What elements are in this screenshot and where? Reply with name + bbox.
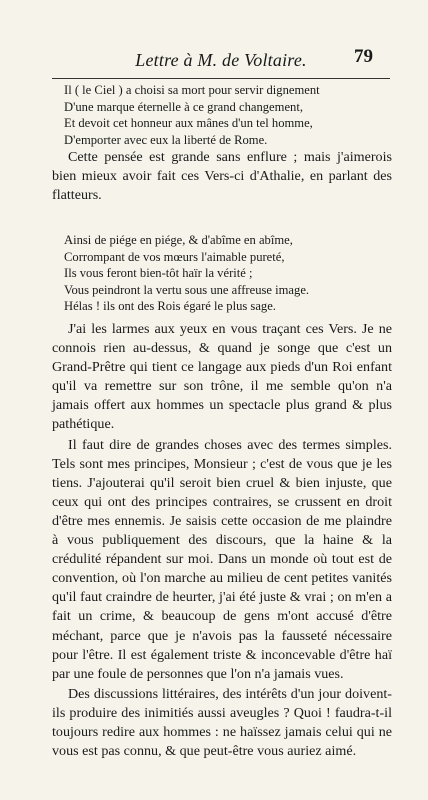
verse-line: D'une marque éternelle à ce grand changement, — [64, 99, 303, 114]
running-title: Lettre à M. de Voltaire. — [135, 50, 307, 70]
verse-line: D'emporter avec eux la liberté de Rome. — [64, 132, 268, 147]
verse-line: Il ( le Ciel ) a choisi sa mort pour servir dignement — [64, 83, 320, 97]
page-number: 79 — [354, 46, 373, 67]
paragraph: Des discussions littéraires, des intérêts d'un jour doivent-ils produire des inimitiés aussi aveugles ? Quoi ! faudra-t-il toujours redire aux hommes : ne haïssez jamais celui qui ne vous est pas connu, & que peut-être vous auriez aimé. — [52, 685, 392, 760]
verse-quote-athalie — [64, 232, 309, 315]
body-text — [52, 320, 392, 761]
verse-line: Vous peindront la vertu sous une affreuse image. — [64, 282, 310, 297]
verse-quote-corneille — [64, 82, 320, 148]
paragraph: J'ai les larmes aux yeux en vous traçant ces Vers. Je ne connois rien au-dessus, & quand je songe que c'est un Grand-Prêtre qui tient ce langage aux pieds d'un Roi enfant qu'il va remettre sur son trône, il me semble qu'on n'a jamais offert aux hommes un spectacle plus grand & plus pathétique. — [52, 321, 392, 433]
verse-line: Hélas ! ils ont des Rois égaré le plus sage. — [64, 299, 276, 313]
commentary-paragraph — [52, 148, 392, 205]
verse-line: Et devoit cet honneur aux mânes d'un tel homme, — [64, 116, 313, 130]
paragraph: Il faut dire de grandes choses avec des termes simples. Tels sont mes principes, Monsieur ; c'est de vous que je les tiens. J'ajouterai qu'il seroit bien cruel & bien injuste, que ceux qui ont des principes contraires, se crussent en droit d'être mes ennemis. Je saisis cette occasion de me plaindre à vous publiquement des discours, que la haine & la crédulité répandent sur moi. Dans un monde où tout est de convention, où l'on marche au milieu de cent petites vanités qu'il faut craindre de heurter, j'ai été juste & vrai ; on m'en a fait un crime, & beaucoup de gens m'ont accusé d'être méchant, parce que je n'avois pas la fausseté nécessaire pour l'être. Il est également triste & inconcevable d'être haï par une foule de personnes que l'on n'a jamais vues. — [52, 436, 392, 682]
verse-line: Ainsi de piége en piége, & d'abîme en abîme, — [64, 233, 293, 247]
header-rule — [52, 78, 390, 79]
page-header — [0, 46, 428, 74]
paragraph: Cette pensée est grande sans enflure ; mais j'aimerois bien mieux avoir fait ces Vers-ci d'Athalie, en parlant des flatteurs. — [52, 149, 392, 204]
verse-line: Ils vous feront bien-tôt haïr la vérité ; — [64, 266, 253, 280]
verse-line: Corrompant de vos mœurs l'aimable pureté, — [64, 249, 285, 264]
